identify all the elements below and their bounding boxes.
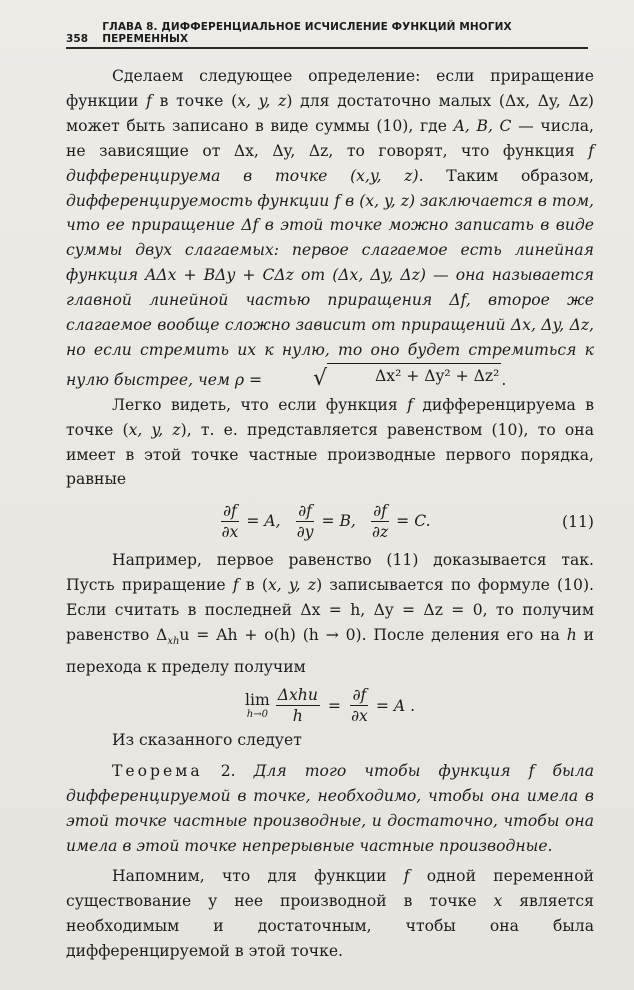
fraction-df-dy: $\frac{\partial f}{\partial y}$ <box>296 501 314 541</box>
theorem-2: Теорема 2. Для того чтобы функция f была дифференцируемой в точке, необходимо, чтобы она имела в этой точке частные производные, и достаточно, чтобы она имела в этой точке непрерывные частные производные. <box>66 761 594 855</box>
page-body <box>66 64 594 964</box>
paragraph-consequence: Из сказанного следует <box>112 730 302 749</box>
paragraph-example: Например, первое равенство (11) доказывается так. Пусть приращение f в (x, y, z) записывается по формуле (10). Если считать в последней Δx = h, Δy = Δz = 0, то получим равенство $\Delta_{xh}u = Ah + o(h) (h \to 0)$. После деления его на h и перехода к пределу получим <box>66 551 595 677</box>
limit-operator: lim h→0 <box>244 691 270 721</box>
paragraph-partial-derivatives: Легко видеть, что если функция f дифференцируема в точке (x, y, z), т. е. представляется равенством (10), то она имеет в этой точке частные производные первого порядка, равные <box>66 395 594 489</box>
page-number: 358 <box>66 33 89 45</box>
theorem-title: Теорема <box>112 761 203 780</box>
fraction-df-dx-limit: $\frac{\partial f}{\partial x}$ <box>350 686 368 726</box>
limit-equation: lim h→0 $\frac{\text{Δxhu}}{h}$ = $\frac{\partial f}{\partial x}$ = A . <box>244 686 416 726</box>
fraction-increment: $\frac{\text{Δxhu}}{h}$ <box>277 686 318 726</box>
equation-11: $\frac{\partial f}{\partial x}$ = A, $\frac{\partial f}{\partial y}$ = B, $\frac{\partial f}{\partial z}$ = C. (11) <box>221 501 594 541</box>
paragraph-definition: Сделаем следующее определение: если приращение функции f в точке (x, y, z) для достаточно малых (Δx, Δy, Δz) может быть записано в виде суммы (10), где A, B, C — числа, не зависящие от Δx, Δy, Δz, то говорят, что функция f дифференцируема в точке (x,y, z). Таким образом, дифференцируемость функции f в (x, y, z) заключается в том, что ее приращение Δf в этой точке можно записать в виде суммы двух слагаемых: первое слагаемое есть линейная функция AΔx + BΔy + CΔz от (Δx, Δy, Δz) — она называется главной линейной частью приращения Δf, второе же слагаемое вообще сложно зависит от приращений Δx, Δy, Δz, но если стремить их к нулю, то оно будет стремиться к нулю быстрее, чем ρ = √ Δx² + Δy² + Δz² . <box>66 67 595 391</box>
fraction-df-dz: $\frac{\partial f}{\partial z}$ <box>371 501 389 541</box>
fraction-df-dx: $\frac{\partial f}{\partial x}$ <box>221 501 239 541</box>
paragraph-reminder: Напомним, что для функции f одной переменной существование у нее производной в точке x является необходимым и достаточным, чтобы она была дифференцируемой в этой точке. <box>66 867 595 961</box>
running-header <box>66 23 588 49</box>
sqrt-expression: √ Δx² + Δy² + Δz² <box>267 363 501 389</box>
equation-number: (11) <box>561 513 594 532</box>
chapter-title: ГЛАВА 8. ДИФФЕРЕНЦИАЛЬНОЕ ИСЧИСЛЕНИЕ ФУНКЦИЙ МНОГИХ ПЕРЕМЕННЫХ <box>102 21 512 45</box>
